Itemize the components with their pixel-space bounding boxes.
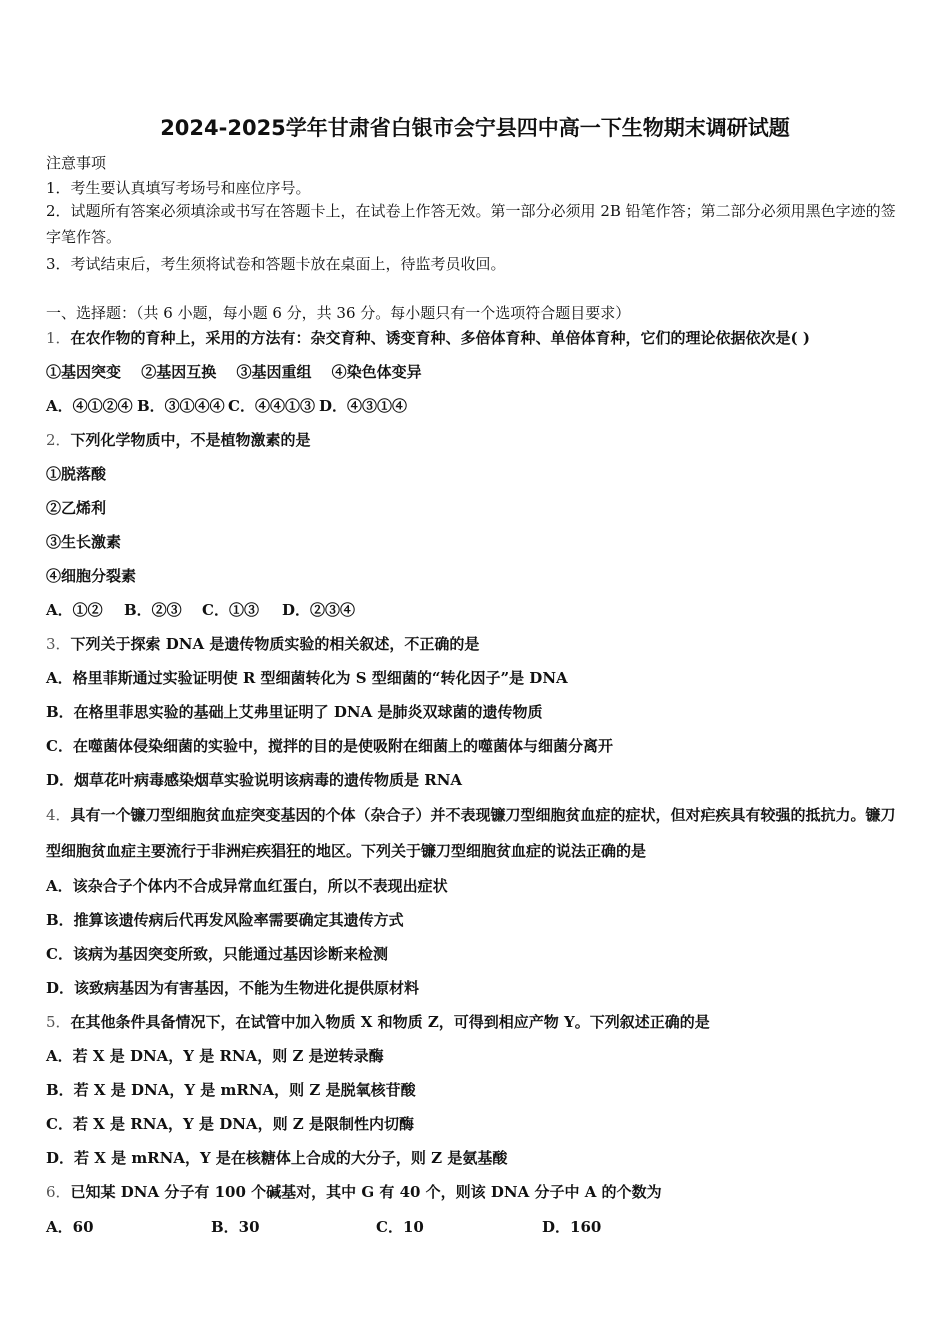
question-2-item-4: ④细胞分裂素	[46, 567, 137, 585]
question-stem: 在其他条件具备情况下，在试管中加入物质 X 和物质 Z，可得到相应产物 Y。下列叙述正确的是	[70, 1013, 710, 1031]
option-b[interactable]: B．在格里菲思实验的基础上艾弗里证明了 DNA 是肺炎双球菌的遗传物质	[46, 703, 543, 721]
question-stem: 在农作物的育种上，采用的方法有：杂交育种、诱变育种、多倍体育种、单倍体育种，它们的理论依据依次是( )	[70, 329, 810, 347]
notice-item-2: 2．试题所有答案必须填涂或书写在答题卡上，在试卷上作答无效。第一部分必须用 2B 铅笔作答；第二部分必须用黑色字迹的签字笔作答。	[46, 202, 896, 246]
option-d[interactable]: D．若 X 是 mRNA，Y 是在核糖体上合成的大分子，则 Z 是氨基酸	[46, 1149, 508, 1167]
option-a[interactable]: A．若 X 是 DNA，Y 是 RNA，则 Z 是逆转录酶	[46, 1047, 384, 1065]
question-2-item-2: ②乙烯利	[46, 499, 107, 517]
notice-item-3: 3．考试结束后，考生须将试卷和答题卡放在桌面上，待监考员收回。	[46, 255, 506, 273]
option-a[interactable]: A．该杂合子个体内不合成异常血红蛋白，所以不表现出症状	[46, 877, 448, 895]
question-5	[46, 1011, 710, 1032]
option-a[interactable]: A．①②	[46, 601, 103, 619]
option-b[interactable]: B．推算该遗传病后代再发风险率需要确定其遗传方式	[46, 911, 404, 929]
question-stem: 下列化学物质中，不是植物激素的是	[70, 431, 311, 449]
question-6-options	[46, 1216, 601, 1237]
section-heading: 一、选择题：（共 6 小题，每小题 6 分，共 36 分。每小题只有一个选项符合题目要求）	[46, 304, 631, 322]
question-3	[46, 633, 479, 654]
question-2-options	[46, 599, 355, 620]
option-c[interactable]: C．④④①③	[228, 397, 315, 415]
option-b[interactable]: B．②③	[124, 601, 182, 619]
question-4	[46, 797, 906, 869]
option-d[interactable]: D．②③④	[282, 601, 356, 619]
option-b[interactable]: B．若 X 是 DNA，Y 是 mRNA，则 Z 是脱氧核苷酸	[46, 1081, 416, 1099]
option-b[interactable]: B．③①④④	[137, 397, 225, 415]
option-c[interactable]: C．在噬菌体侵染细菌的实验中，搅拌的目的是使吸附在细菌上的噬菌体与细菌分离开	[46, 737, 613, 755]
option-d[interactable]: D．烟草花叶病毒感染烟草实验说明该病毒的遗传物质是 RNA	[46, 771, 463, 789]
question-number: 2．	[46, 431, 71, 449]
question-number: 6．	[46, 1183, 71, 1201]
option-a[interactable]: A．④①②④	[46, 397, 133, 415]
option-d[interactable]: D．该致病基因为有害基因，不能为生物进化提供原材料	[46, 979, 420, 997]
option-a[interactable]: A．格里菲斯通过实验证明使 R 型细菌转化为 S 型细菌的“转化因子”是 DNA	[46, 669, 568, 687]
question-number: 4．	[46, 806, 71, 824]
option-c[interactable]: C．该病为基因突变所致，只能通过基因诊断来检测	[46, 945, 388, 963]
question-2-item-3: ③生长激素	[46, 533, 122, 551]
question-2-item-1: ①脱落酸	[46, 465, 107, 483]
option-b[interactable]: B．30	[211, 1218, 260, 1236]
question-stem: 已知某 DNA 分子有 100 个碱基对，其中 G 有 40 个，则该 DNA 分子中 A 的个数为	[70, 1183, 662, 1201]
option-a[interactable]: A．60	[46, 1218, 94, 1236]
question-2	[46, 429, 311, 450]
notice-item-1: 1．考生要认真填写考场号和座位序号。	[46, 179, 311, 197]
question-stem: 具有一个镰刀型细胞贫血症突变基因的个体（杂合子）并不表现镰刀型细胞贫血症的症状，但对疟疾具有较强的抵抗力。镰刀型细胞贫血症主要流行于非洲疟疾猖狂的地区。下列关于镰刀型细胞贫血症的说法正确的是	[46, 806, 896, 860]
question-6	[46, 1181, 662, 1202]
question-number: 1．	[46, 329, 71, 347]
option-c[interactable]: C．若 X 是 RNA，Y 是 DNA，则 Z 是限制性内切酶	[46, 1115, 414, 1133]
question-1-items: ①基因突变 ②基因互换 ③基因重组 ④染色体变异	[46, 363, 422, 381]
question-1-options	[46, 395, 407, 416]
question-1	[46, 327, 810, 348]
question-number: 3．	[46, 635, 71, 653]
option-d[interactable]: D．160	[542, 1218, 602, 1236]
question-number: 5．	[46, 1013, 71, 1031]
notice-heading: 注意事项	[46, 154, 107, 172]
option-c[interactable]: C．①③	[202, 601, 259, 619]
page-title: 2024-2025学年甘肃省白银市会宁县四中高一下生物期末调研试题	[160, 116, 790, 140]
option-c[interactable]: C．10	[376, 1218, 424, 1236]
question-stem: 下列关于探索 DNA 是遗传物质实验的相关叙述，不正确的是	[70, 635, 480, 653]
option-d[interactable]: D．④③①④	[319, 397, 408, 415]
